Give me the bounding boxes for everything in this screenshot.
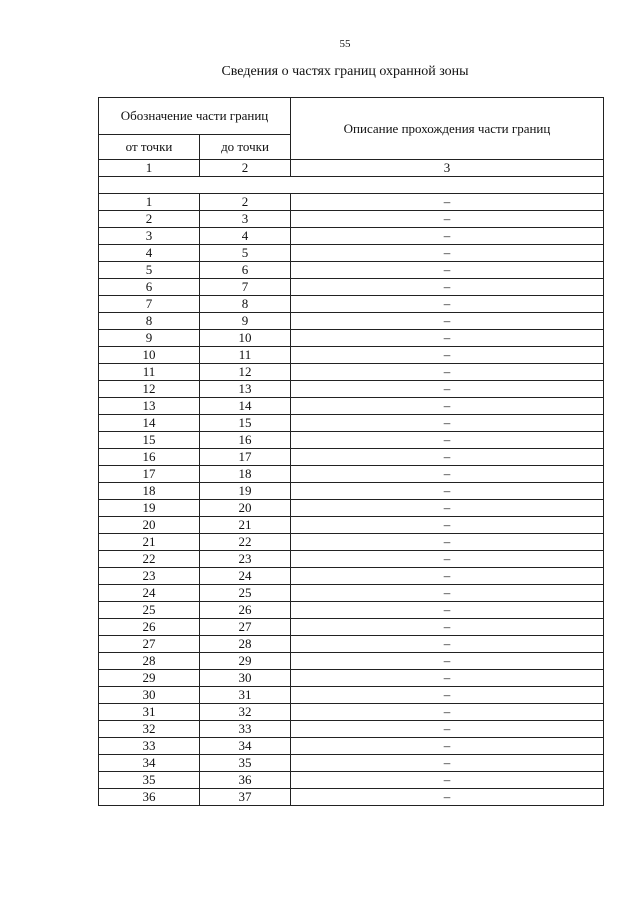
- description-cell: –: [291, 789, 604, 806]
- column-number-row: [99, 160, 604, 177]
- table-row: [99, 551, 604, 568]
- description-cell: –: [291, 262, 604, 279]
- description-cell: –: [291, 619, 604, 636]
- to-point-cell: 29: [200, 653, 291, 670]
- header-from-point: от точки: [99, 135, 200, 160]
- header-row: [99, 98, 604, 135]
- from-point-cell: 20: [99, 517, 200, 534]
- from-point-cell: 19: [99, 500, 200, 517]
- to-point-cell: 5: [200, 245, 291, 262]
- table-row: [99, 466, 604, 483]
- to-point-cell: 28: [200, 636, 291, 653]
- to-point-cell: 22: [200, 534, 291, 551]
- table-row: [99, 534, 604, 551]
- page-number: 55: [339, 38, 351, 50]
- from-point-cell: 32: [99, 721, 200, 738]
- description-cell: –: [291, 483, 604, 500]
- from-point-cell: 1: [99, 194, 200, 211]
- from-point-cell: 26: [99, 619, 200, 636]
- table-row: [99, 500, 604, 517]
- from-point-cell: 27: [99, 636, 200, 653]
- from-point-cell: 33: [99, 738, 200, 755]
- to-point-cell: 30: [200, 670, 291, 687]
- to-point-cell: 35: [200, 755, 291, 772]
- from-point-cell: 8: [99, 313, 200, 330]
- to-point-cell: 12: [200, 364, 291, 381]
- table-row: [99, 738, 604, 755]
- table-row: [99, 585, 604, 602]
- table-row: [99, 330, 604, 347]
- table-row: [99, 704, 604, 721]
- description-cell: –: [291, 568, 604, 585]
- to-point-cell: 7: [200, 279, 291, 296]
- to-point-cell: 19: [200, 483, 291, 500]
- to-point-cell: 37: [200, 789, 291, 806]
- table-row: [99, 347, 604, 364]
- from-point-cell: 34: [99, 755, 200, 772]
- description-cell: –: [291, 279, 604, 296]
- from-point-cell: 18: [99, 483, 200, 500]
- table-row: [99, 670, 604, 687]
- to-point-cell: 20: [200, 500, 291, 517]
- description-cell: –: [291, 381, 604, 398]
- boundary-parts-table: [98, 97, 604, 806]
- from-point-cell: 30: [99, 687, 200, 704]
- description-cell: –: [291, 415, 604, 432]
- from-point-cell: 28: [99, 653, 200, 670]
- from-point-cell: 11: [99, 364, 200, 381]
- description-cell: –: [291, 364, 604, 381]
- from-point-cell: 23: [99, 568, 200, 585]
- to-point-cell: 33: [200, 721, 291, 738]
- table-row: [99, 313, 604, 330]
- from-point-cell: 9: [99, 330, 200, 347]
- to-point-cell: 21: [200, 517, 291, 534]
- to-point-cell: 10: [200, 330, 291, 347]
- table-row: [99, 449, 604, 466]
- description-cell: –: [291, 602, 604, 619]
- to-point-cell: 14: [200, 398, 291, 415]
- description-cell: –: [291, 721, 604, 738]
- table-row: [99, 398, 604, 415]
- from-point-cell: 16: [99, 449, 200, 466]
- to-point-cell: 32: [200, 704, 291, 721]
- to-point-cell: 11: [200, 347, 291, 364]
- description-cell: –: [291, 704, 604, 721]
- column-number: 2: [200, 160, 291, 177]
- to-point-cell: 31: [200, 687, 291, 704]
- table-row: [99, 262, 604, 279]
- description-cell: –: [291, 755, 604, 772]
- to-point-cell: 18: [200, 466, 291, 483]
- table-row: [99, 364, 604, 381]
- description-cell: –: [291, 636, 604, 653]
- description-cell: –: [291, 534, 604, 551]
- from-point-cell: 25: [99, 602, 200, 619]
- description-cell: –: [291, 211, 604, 228]
- from-point-cell: 4: [99, 245, 200, 262]
- table-row: [99, 296, 604, 313]
- description-cell: –: [291, 466, 604, 483]
- header-to-point: до точки: [200, 135, 291, 160]
- description-cell: –: [291, 738, 604, 755]
- to-point-cell: 13: [200, 381, 291, 398]
- to-point-cell: 2: [200, 194, 291, 211]
- from-point-cell: 14: [99, 415, 200, 432]
- to-point-cell: 23: [200, 551, 291, 568]
- from-point-cell: 13: [99, 398, 200, 415]
- from-point-cell: 22: [99, 551, 200, 568]
- table-row: [99, 755, 604, 772]
- description-cell: –: [291, 687, 604, 704]
- to-point-cell: 27: [200, 619, 291, 636]
- description-cell: –: [291, 500, 604, 517]
- to-point-cell: 34: [200, 738, 291, 755]
- from-point-cell: 36: [99, 789, 200, 806]
- table-row: [99, 381, 604, 398]
- from-point-cell: 3: [99, 228, 200, 245]
- table-row: [99, 228, 604, 245]
- to-point-cell: 8: [200, 296, 291, 313]
- description-cell: –: [291, 228, 604, 245]
- description-cell: –: [291, 585, 604, 602]
- description-cell: –: [291, 398, 604, 415]
- column-number: 3: [291, 160, 604, 177]
- table-row: [99, 772, 604, 789]
- description-cell: –: [291, 653, 604, 670]
- from-point-cell: 35: [99, 772, 200, 789]
- table-row: [99, 483, 604, 500]
- from-point-cell: 21: [99, 534, 200, 551]
- description-cell: –: [291, 551, 604, 568]
- header-description: Описание прохождения части границ: [291, 98, 604, 160]
- to-point-cell: 25: [200, 585, 291, 602]
- description-cell: –: [291, 330, 604, 347]
- description-cell: –: [291, 432, 604, 449]
- table-row: [99, 211, 604, 228]
- description-cell: –: [291, 347, 604, 364]
- to-point-cell: 26: [200, 602, 291, 619]
- from-point-cell: 31: [99, 704, 200, 721]
- table-row: [99, 432, 604, 449]
- description-cell: –: [291, 296, 604, 313]
- description-cell: –: [291, 517, 604, 534]
- page-title: Сведения о частях границ охранной зоны: [221, 64, 469, 79]
- to-point-cell: 6: [200, 262, 291, 279]
- from-point-cell: 7: [99, 296, 200, 313]
- table-row: [99, 279, 604, 296]
- to-point-cell: 4: [200, 228, 291, 245]
- description-cell: –: [291, 313, 604, 330]
- table-row: [99, 789, 604, 806]
- table-row: [99, 517, 604, 534]
- to-point-cell: 24: [200, 568, 291, 585]
- from-point-cell: 2: [99, 211, 200, 228]
- from-point-cell: 6: [99, 279, 200, 296]
- to-point-cell: 9: [200, 313, 291, 330]
- description-cell: –: [291, 245, 604, 262]
- table-row: [99, 653, 604, 670]
- column-number: 1: [99, 160, 200, 177]
- from-point-cell: 12: [99, 381, 200, 398]
- to-point-cell: 15: [200, 415, 291, 432]
- description-cell: –: [291, 772, 604, 789]
- to-point-cell: 3: [200, 211, 291, 228]
- to-point-cell: 17: [200, 449, 291, 466]
- header-boundary-part: Обозначение части границ: [99, 98, 291, 135]
- from-point-cell: 17: [99, 466, 200, 483]
- table-row: [99, 687, 604, 704]
- to-point-cell: 16: [200, 432, 291, 449]
- description-cell: –: [291, 670, 604, 687]
- description-cell: –: [291, 194, 604, 211]
- from-point-cell: 29: [99, 670, 200, 687]
- from-point-cell: 5: [99, 262, 200, 279]
- table-row: [99, 194, 604, 211]
- section-row: [99, 177, 604, 194]
- table-row: [99, 619, 604, 636]
- table-row: [99, 636, 604, 653]
- from-point-cell: 10: [99, 347, 200, 364]
- section-label: [99, 177, 604, 194]
- table-row: [99, 568, 604, 585]
- description-cell: –: [291, 449, 604, 466]
- to-point-cell: 36: [200, 772, 291, 789]
- from-point-cell: 15: [99, 432, 200, 449]
- table-row: [99, 602, 604, 619]
- table-row: [99, 415, 604, 432]
- from-point-cell: 24: [99, 585, 200, 602]
- table-row: [99, 721, 604, 738]
- table-row: [99, 245, 604, 262]
